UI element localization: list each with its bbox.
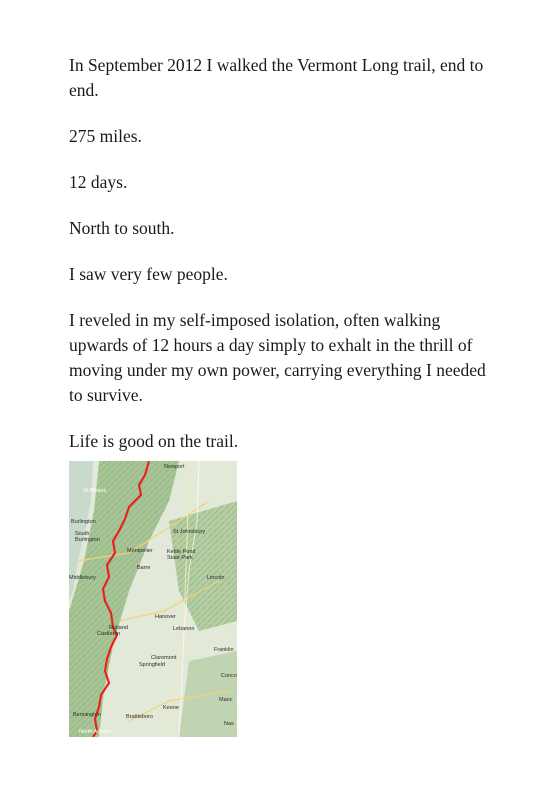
- map-label-north-adams: North Adams: [79, 729, 111, 735]
- map-background: [69, 461, 237, 737]
- map-label-st-albans: St Albans: [83, 488, 107, 494]
- paragraph-closing: Life is good on the trail.: [69, 431, 239, 451]
- paragraph-intro: In September 2012 I walked the Vermont Long trail, end to end.: [69, 55, 484, 100]
- map-label-middlebury: Middlebury: [69, 575, 96, 581]
- map-label-burlington: Burlington: [71, 519, 96, 525]
- paragraph-direction: North to south.: [69, 218, 175, 238]
- map-label-rutland: Rutland: [109, 625, 128, 631]
- map-label-bennington: Bennington: [73, 712, 101, 718]
- map-label-concord: Conco: [221, 673, 237, 679]
- paragraph-miles: 275 miles.: [69, 126, 142, 146]
- map-label-kettle-pond: Kettle Pond State Park: [167, 549, 196, 561]
- trail-map: [69, 461, 237, 737]
- map-label-franklin: Franklin: [214, 647, 234, 653]
- map-label-manchester: Manc: [219, 697, 233, 703]
- map-label-south-burlington: South Burlington: [75, 531, 100, 543]
- text-block: [69, 53, 489, 475]
- map-label-newport: Newport: [164, 464, 185, 470]
- map-label-montpelier: Montpelier: [127, 548, 153, 554]
- map-label-springfield: Springfield: [139, 662, 165, 668]
- map-label-claremont: Claremont: [151, 655, 177, 661]
- paragraph-days: 12 days.: [69, 172, 128, 192]
- map-label-lebanon: Lebanon: [173, 626, 195, 632]
- map-label-lincoln: Lincoln: [207, 575, 225, 581]
- map-label-hanover: Hanover: [155, 614, 176, 620]
- map-label-castleton: Castleton: [97, 631, 121, 637]
- map-label-st-johnsbury: St Johnsbury: [173, 529, 206, 535]
- map-label-barre: Barre: [137, 565, 151, 571]
- map-label-nashua: Nas: [224, 721, 234, 727]
- paragraph-people: I saw very few people.: [69, 264, 228, 284]
- paragraph-isolation: I reveled in my self-imposed isolation, often walking upwards of 12 hours a day simply to exhalt in the thrill of moving under my own power, carrying everything I needed to survive.: [69, 310, 486, 405]
- map-label-keene: Keene: [163, 705, 179, 711]
- map-label-brattleboro: Brattleboro: [126, 714, 153, 720]
